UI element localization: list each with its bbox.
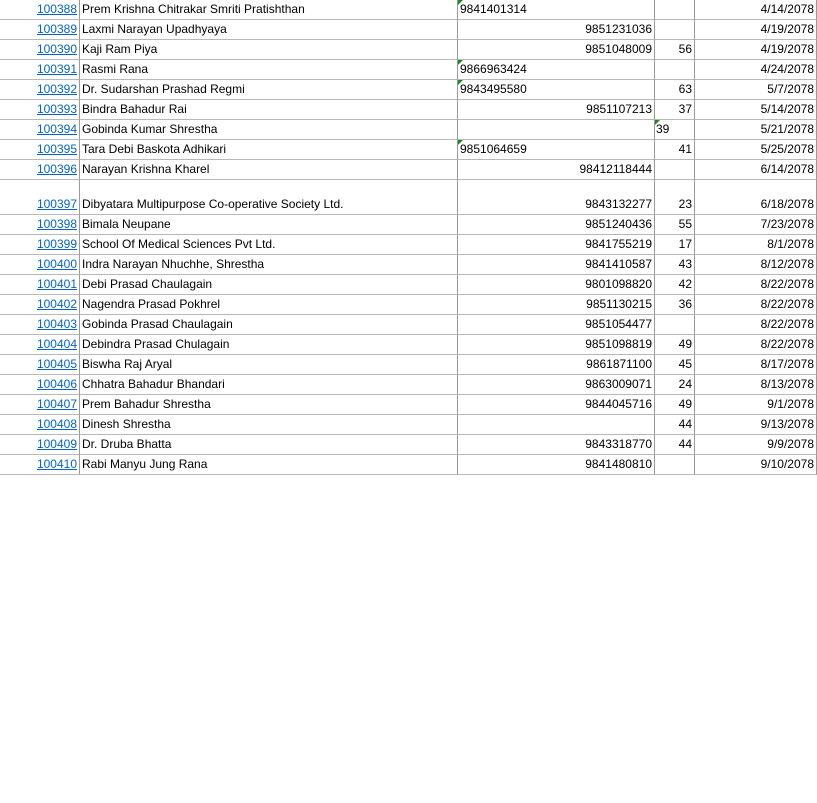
table-row [0, 315, 817, 335]
name-cell[interactable] [80, 255, 458, 275]
id-cell[interactable] [35, 60, 80, 80]
id-cell[interactable] [35, 455, 80, 475]
age-cell[interactable] [655, 215, 695, 235]
table-row [0, 455, 817, 475]
phone-cell[interactable] [458, 140, 655, 160]
id-cell[interactable] [35, 0, 80, 20]
record-id-link[interactable]: 100389 [36, 22, 77, 36]
date-cell[interactable] [695, 435, 817, 455]
name-text: Gobinda Kumar Shrestha [82, 122, 218, 136]
phone-text: 9851130215 [586, 297, 652, 311]
phone-cell[interactable] [458, 435, 655, 455]
name-text: Indra Narayan Nhuchhe, Shrestha [82, 257, 265, 271]
phone-cell[interactable] [458, 40, 655, 60]
name-cell[interactable] [80, 140, 458, 160]
table-row [0, 355, 817, 375]
date-text: 5/7/2078 [767, 82, 814, 96]
date-text: 9/1/2078 [767, 397, 814, 411]
phone-cell[interactable] [458, 295, 655, 315]
age-cell[interactable] [655, 455, 695, 475]
name-text: Chhatra Bahadur Bhandari [82, 377, 225, 391]
phone-text: 9841410587 [585, 257, 652, 271]
date-text: 8/22/2078 [760, 297, 814, 311]
name-cell[interactable] [80, 435, 458, 455]
row-spacer-cell[interactable] [0, 455, 35, 475]
row-spacer-cell[interactable] [0, 40, 35, 60]
id-cell[interactable] [35, 295, 80, 315]
name-cell[interactable] [80, 395, 458, 415]
age-text: 43 [678, 257, 692, 271]
date-text: 8/13/2078 [760, 377, 814, 391]
record-id-link[interactable]: 100405 [36, 357, 77, 371]
name-cell[interactable] [80, 20, 458, 40]
row-spacer-cell[interactable] [0, 435, 35, 455]
name-text: Kaji Ram Piya [82, 42, 158, 56]
row-spacer-cell[interactable] [0, 255, 35, 275]
age-cell[interactable] [655, 80, 695, 100]
id-cell[interactable] [35, 395, 80, 415]
date-text: 8/22/2078 [760, 317, 814, 331]
date-cell[interactable] [695, 140, 817, 160]
phone-cell[interactable] [458, 315, 655, 335]
name-text: Tara Debi Baskota Adhikari [82, 142, 227, 156]
phone-cell[interactable] [458, 60, 655, 80]
age-cell[interactable] [655, 60, 695, 80]
date-text: 5/21/2078 [760, 122, 814, 136]
phone-cell[interactable] [458, 275, 655, 295]
date-cell[interactable] [695, 275, 817, 295]
id-cell[interactable] [35, 415, 80, 435]
name-text: Dibyatara Multipurpose Co-operative Society Ltd. [82, 197, 344, 211]
id-cell[interactable] [35, 355, 80, 375]
table-row [0, 20, 817, 40]
date-cell[interactable] [695, 335, 817, 355]
table-row [0, 415, 817, 435]
name-cell[interactable] [80, 60, 458, 80]
record-id-link[interactable]: 100396 [36, 162, 77, 176]
row-spacer-cell[interactable] [0, 415, 35, 435]
record-id-link[interactable]: 100404 [36, 337, 77, 351]
record-id-link[interactable]: 100401 [36, 277, 77, 291]
record-id-link[interactable]: 100402 [36, 297, 77, 311]
name-text: Bindra Bahadur Rai [82, 102, 187, 116]
date-cell[interactable] [695, 355, 817, 375]
name-text: School Of Medical Sciences Pvt Ltd. [82, 237, 276, 251]
name-cell[interactable] [80, 375, 458, 395]
row-spacer-cell[interactable] [0, 140, 35, 160]
name-cell[interactable] [80, 455, 458, 475]
id-cell[interactable] [35, 100, 80, 120]
record-id-link[interactable]: 100395 [36, 142, 77, 156]
name-text: Dr. Sudarshan Prashad Regmi [82, 82, 245, 96]
table-row [0, 140, 817, 160]
record-id-link[interactable]: 100390 [36, 42, 77, 56]
age-cell[interactable] [655, 355, 695, 375]
record-id-link[interactable]: 100397 [36, 197, 77, 211]
phone-text: 9843132277 [585, 197, 652, 211]
age-cell[interactable] [655, 255, 695, 275]
phone-text: 9851098819 [585, 337, 652, 351]
phone-text: 9851240436 [585, 217, 652, 231]
phone-text: 9841401314 [460, 2, 527, 16]
row-spacer-cell[interactable] [0, 295, 35, 315]
phone-cell[interactable] [458, 180, 655, 215]
row-spacer-cell[interactable] [0, 335, 35, 355]
table-row [0, 180, 817, 215]
name-text: Gobinda Prasad Chaulagain [82, 317, 233, 331]
record-id-link[interactable]: 100392 [36, 82, 77, 96]
age-cell[interactable] [655, 120, 695, 140]
phone-text: 98412118444 [579, 162, 652, 176]
date-cell[interactable] [695, 160, 817, 180]
row-spacer-cell[interactable] [0, 355, 35, 375]
id-cell[interactable] [35, 235, 80, 255]
age-cell[interactable] [655, 315, 695, 335]
age-text: 55 [678, 217, 692, 231]
table-row [0, 395, 817, 415]
phone-cell[interactable] [458, 255, 655, 275]
phone-text: 9843495580 [460, 82, 527, 96]
record-id-link[interactable]: 100399 [36, 237, 77, 251]
phone-text: 9851048009 [585, 42, 652, 56]
name-cell[interactable] [80, 235, 458, 255]
age-cell[interactable] [655, 335, 695, 355]
table-row [0, 80, 817, 100]
name-cell[interactable] [80, 80, 458, 100]
record-id-link[interactable]: 100406 [36, 377, 77, 391]
date-cell[interactable] [695, 180, 817, 215]
phone-text: 9851064659 [460, 142, 527, 156]
date-text: 4/19/2078 [760, 22, 814, 36]
date-text: 6/14/2078 [760, 162, 814, 176]
age-cell[interactable] [655, 375, 695, 395]
age-text: 36 [678, 297, 692, 311]
row-spacer-cell[interactable] [0, 160, 35, 180]
age-cell[interactable] [655, 295, 695, 315]
date-text: 5/25/2078 [760, 142, 814, 156]
record-id-link[interactable]: 100388 [36, 2, 77, 16]
table-row [0, 235, 817, 255]
phone-text: 9863009071 [585, 377, 652, 391]
date-cell[interactable] [695, 235, 817, 255]
name-cell[interactable] [80, 40, 458, 60]
age-text: 17 [678, 237, 692, 251]
age-text: 37 [678, 102, 692, 116]
name-text: Narayan Krishna Kharel [82, 162, 210, 176]
id-cell[interactable] [35, 435, 80, 455]
date-cell[interactable] [695, 255, 817, 275]
row-spacer-cell[interactable] [0, 100, 35, 120]
age-text: 44 [678, 437, 692, 451]
phone-text: 9851107213 [586, 102, 652, 116]
row-spacer-cell[interactable] [0, 215, 35, 235]
table-row [0, 100, 817, 120]
date-cell[interactable] [695, 100, 817, 120]
phone-text: 9851054477 [585, 317, 652, 331]
name-text: Dinesh Shrestha [82, 417, 171, 431]
row-spacer-cell[interactable] [0, 375, 35, 395]
name-cell[interactable] [80, 315, 458, 335]
id-cell[interactable] [35, 335, 80, 355]
record-id-link[interactable]: 100410 [36, 457, 77, 471]
phone-text: 9841480810 [585, 457, 652, 471]
date-text: 8/1/2078 [767, 237, 814, 251]
age-text: 49 [678, 337, 692, 351]
name-cell[interactable] [80, 275, 458, 295]
date-text: 9/13/2078 [760, 417, 814, 431]
name-cell[interactable] [80, 295, 458, 315]
phone-text: 9844045716 [585, 397, 652, 411]
id-cell[interactable] [35, 255, 80, 275]
name-text: Rasmi Rana [82, 62, 149, 76]
date-cell[interactable] [695, 80, 817, 100]
row-spacer-cell[interactable] [0, 180, 35, 215]
phone-text: 9861871100 [586, 357, 652, 371]
phone-cell[interactable] [458, 80, 655, 100]
table-row [0, 335, 817, 355]
name-text: Debindra Prasad Chulagain [82, 337, 230, 351]
age-cell[interactable] [655, 140, 695, 160]
table-row [0, 255, 817, 275]
id-cell[interactable] [35, 20, 80, 40]
phone-cell[interactable] [458, 335, 655, 355]
table-row [0, 40, 817, 60]
name-text: Nagendra Prasad Pokhrel [82, 297, 221, 311]
phone-cell[interactable] [458, 235, 655, 255]
phone-cell[interactable] [458, 415, 655, 435]
name-text: Biswha Raj Aryal [82, 357, 173, 371]
phone-cell[interactable] [458, 355, 655, 375]
age-text: 41 [678, 142, 692, 156]
id-cell[interactable] [35, 375, 80, 395]
row-spacer-cell[interactable] [0, 315, 35, 335]
date-text: 9/9/2078 [767, 437, 814, 451]
phone-cell[interactable] [458, 0, 655, 20]
date-cell[interactable] [695, 455, 817, 475]
name-cell[interactable] [80, 160, 458, 180]
record-id-link[interactable]: 100408 [36, 417, 77, 431]
id-cell[interactable] [35, 160, 80, 180]
name-cell[interactable] [80, 0, 458, 20]
table-row [0, 295, 817, 315]
age-cell[interactable] [655, 40, 695, 60]
age-text: 49 [678, 397, 692, 411]
phone-cell[interactable] [458, 120, 655, 140]
date-cell[interactable] [695, 395, 817, 415]
age-cell[interactable] [655, 160, 695, 180]
date-cell[interactable] [695, 0, 817, 20]
id-cell[interactable] [35, 80, 80, 100]
age-text: 44 [678, 417, 692, 431]
phone-cell[interactable] [458, 455, 655, 475]
row-spacer-cell[interactable] [0, 275, 35, 295]
id-cell[interactable] [35, 315, 80, 335]
date-text: 7/23/2078 [760, 217, 814, 231]
date-text: 8/12/2078 [760, 257, 814, 271]
date-cell[interactable] [695, 315, 817, 335]
record-id-link[interactable]: 100398 [36, 217, 77, 231]
date-text: 6/18/2078 [760, 197, 814, 211]
age-cell[interactable] [655, 275, 695, 295]
age-text: 24 [678, 377, 692, 391]
table-row [0, 435, 817, 455]
table-row [0, 60, 817, 80]
id-cell[interactable] [35, 120, 80, 140]
phone-cell[interactable] [458, 395, 655, 415]
age-cell[interactable] [655, 20, 695, 40]
table-row [0, 375, 817, 395]
row-spacer-cell[interactable] [0, 20, 35, 40]
date-text: 4/14/2078 [760, 2, 814, 16]
table-row [0, 275, 817, 295]
record-id-link[interactable]: 100393 [36, 102, 77, 116]
phone-text: 9851231036 [585, 22, 652, 36]
phone-text: 9866963424 [460, 62, 527, 76]
name-cell[interactable] [80, 120, 458, 140]
age-text: 39 [656, 122, 670, 136]
name-cell[interactable] [80, 215, 458, 235]
table-row [0, 0, 817, 20]
date-text: 8/17/2078 [760, 357, 814, 371]
name-text: Debi Prasad Chaulagain [82, 277, 213, 291]
name-cell[interactable] [80, 355, 458, 375]
name-cell[interactable] [80, 180, 458, 215]
phone-cell[interactable] [458, 160, 655, 180]
name-text: Rabi Manyu Jung Rana [82, 457, 208, 471]
id-cell[interactable] [35, 180, 80, 215]
table-row [0, 215, 817, 235]
record-id-link[interactable]: 100391 [36, 62, 77, 76]
name-cell[interactable] [80, 335, 458, 355]
date-text: 4/24/2078 [760, 62, 814, 76]
row-spacer-cell[interactable] [0, 60, 35, 80]
record-id-link[interactable]: 100400 [36, 257, 77, 271]
age-cell[interactable] [655, 0, 695, 20]
name-text: Prem Krishna Chitrakar Smriti Pratishthan [82, 2, 305, 16]
name-text: Prem Bahadur Shrestha [82, 397, 211, 411]
age-text: 63 [678, 82, 692, 96]
date-cell[interactable] [695, 375, 817, 395]
phone-cell[interactable] [458, 375, 655, 395]
date-text: 5/14/2078 [760, 102, 814, 116]
id-cell[interactable] [35, 140, 80, 160]
age-cell[interactable] [655, 395, 695, 415]
age-cell[interactable] [655, 180, 695, 215]
phone-text: 9843318770 [585, 437, 652, 451]
table-row [0, 160, 817, 180]
phone-cell[interactable] [458, 20, 655, 40]
name-text: Laxmi Narayan Upadhyaya [82, 22, 227, 36]
phone-text: 9841755219 [585, 237, 652, 251]
record-id-link[interactable]: 100403 [36, 317, 77, 331]
date-cell[interactable] [695, 40, 817, 60]
record-id-link[interactable]: 100409 [36, 437, 77, 451]
date-text: 9/10/2078 [760, 457, 814, 471]
row-spacer-cell[interactable] [0, 395, 35, 415]
record-id-link[interactable]: 100407 [36, 397, 77, 411]
date-cell[interactable] [695, 295, 817, 315]
id-cell[interactable] [35, 275, 80, 295]
date-cell[interactable] [695, 415, 817, 435]
row-spacer-cell[interactable] [0, 80, 35, 100]
record-id-link[interactable]: 100394 [36, 122, 77, 136]
age-text: 45 [678, 357, 692, 371]
date-text: 4/19/2078 [760, 42, 814, 56]
date-cell[interactable] [695, 215, 817, 235]
age-cell[interactable] [655, 415, 695, 435]
date-cell[interactable] [695, 60, 817, 80]
id-cell[interactable] [35, 215, 80, 235]
name-cell[interactable] [80, 100, 458, 120]
phone-text: 9801098820 [585, 277, 652, 291]
age-cell[interactable] [655, 235, 695, 255]
phone-cell[interactable] [458, 100, 655, 120]
date-cell[interactable] [695, 20, 817, 40]
date-text: 8/22/2078 [760, 277, 814, 291]
phone-cell[interactable] [458, 215, 655, 235]
date-cell[interactable] [695, 120, 817, 140]
id-cell[interactable] [35, 40, 80, 60]
name-cell[interactable] [80, 415, 458, 435]
table-row [0, 120, 817, 140]
row-spacer-cell[interactable] [0, 0, 35, 20]
date-text: 8/22/2078 [760, 337, 814, 351]
name-text: Bimala Neupane [82, 217, 171, 231]
age-text: 56 [678, 42, 692, 56]
row-spacer-cell[interactable] [0, 235, 35, 255]
age-text: 23 [678, 197, 692, 211]
age-cell[interactable] [655, 100, 695, 120]
age-text: 42 [678, 277, 692, 291]
row-spacer-cell[interactable] [0, 120, 35, 140]
name-text: Dr. Druba Bhatta [82, 437, 172, 451]
age-cell[interactable] [655, 435, 695, 455]
